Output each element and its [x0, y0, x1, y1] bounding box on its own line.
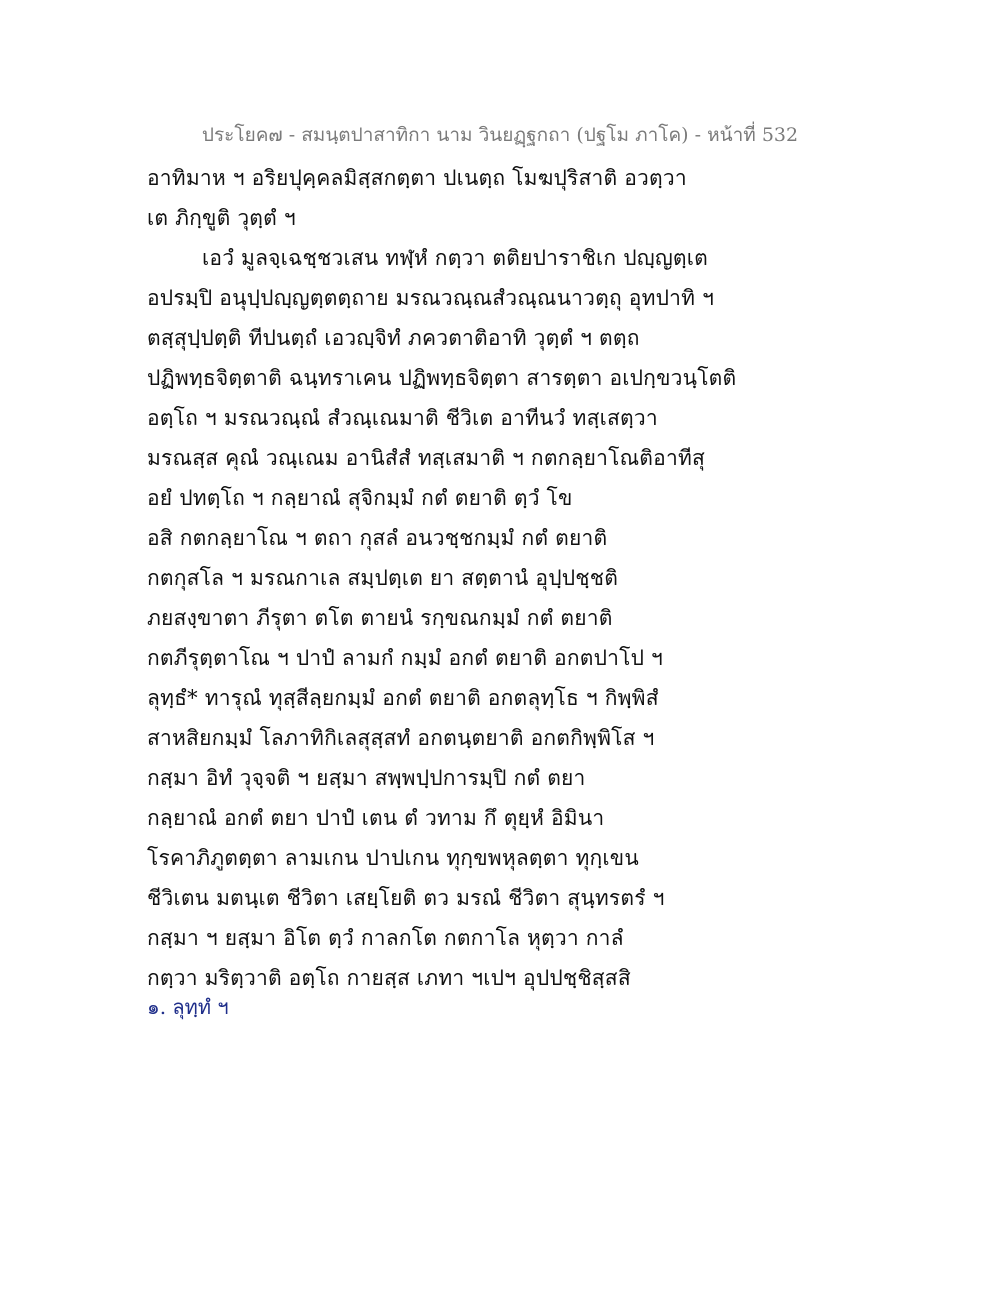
text-line: ลุทฺธํ* ทารุณํ ทุสฺสีลฺยกมฺมํ อกตํ ตยาติ อกตลุทฺโธ ฯ กิพฺพิสํ — [147, 686, 659, 710]
text-line: กสฺมา อิทํ วุจฺจติ ฯ ยสฺมา สพฺพปฺปการมฺปิ กตํ ตยา — [147, 766, 586, 790]
text-line: อตฺโถ ฯ มรณวณฺณํ สํวณฺเณมาติ ชีวิเต อาทีนวํ ทสฺเสตฺวา — [147, 406, 658, 430]
text-line: โรคาภิภูตตฺตา ลามเกน ปาปเกน ทุกฺขพหุลตฺตา ทุกฺเขน — [147, 846, 639, 870]
text-line: อสิ กตกลฺยาโณ ฯ ตถา กุสลํ อนวชฺชกมฺมํ กตํ ตยาติ — [147, 526, 608, 550]
text-line: ภยสงฺขาตา ภีรุตา ตโต ตายนํ รกฺขณกมฺมํ กตํ ตยาติ — [147, 606, 613, 630]
footnote: ๑. ลุทฺทํ ฯ — [147, 995, 229, 1019]
text-line: กตฺวา มริตฺวาติ อตฺโถ กายสฺส เภทา ฯเปฯ อุปปชฺชิสฺสสิ — [147, 966, 631, 990]
text-line: ปฏิพทฺธจิตฺตาติ ฉนฺทราเคน ปฏิพทฺธจิตฺตา สารตฺตา อเปกฺขวนฺโตติ — [147, 366, 737, 390]
text-line: เต ภิกฺขูติ วุตฺตํ ฯ — [147, 206, 296, 230]
text-line: กตกุสโล ฯ มรณกาเล สมฺปตฺเต ยา สตฺตานํ อุปฺปชฺชติ — [147, 566, 619, 590]
running-header: ประโยค๗ - สมนฺตปาสาทิกา นาม วินยฏฺฐกถา (ปฐโม ภาโค) - หน้าที่ 532 — [201, 124, 799, 146]
body-text — [147, 158, 737, 998]
text-line: กตภีรุตฺตาโณ ฯ ปาปํ ลามกํ กมฺมํ อกตํ ตยาติ อกตปาโป ฯ — [147, 646, 663, 670]
text-line: อาทิมาห ฯ อริยปุคฺคลมิสฺสกตฺตา ปเนตฺถ โมฆปุริสาติ อวตฺวา — [147, 166, 687, 190]
text-line: มรณสฺส คุณํ วณฺเณม อานิสํสํ ทสฺเสมาติ ฯ กตกลฺยาโณติอาทีสุ — [147, 446, 706, 470]
text-line: กสฺมา ฯ ยสฺมา อิโต ตฺวํ กาลกโต กตกาโล หุตฺวา กาลํ — [147, 926, 624, 950]
text-line: สาหสิยกมฺมํ โลภาทิกิเลสุสฺสทํ อกตนฺตยาติ อกตกิพฺพิโส ฯ — [147, 726, 655, 750]
text-line: อยํ ปทตฺโถ ฯ กลฺยาณํ สุจิกมฺมํ กตํ ตยาติ ตฺวํ โข — [147, 486, 573, 510]
paragraph-first-line: เอวํ มูลจฺเฉชฺชวเสน ทฬฺหํ กตฺวา ตติยปาราชิเก ปญฺญตฺเต — [202, 246, 708, 270]
text-line: อปรมฺปิ อนุปฺปญฺญตฺตตฺถาย มรณวณฺณสํวณฺณนาวตฺถุ อุทปาทิ ฯ — [147, 286, 715, 310]
text-line: ตสฺสุปฺปตฺติ ทีปนตฺถํ เอวญฺจิทํ ภควตาติอาทิ วุตฺตํ ฯ ตตฺถ — [147, 326, 640, 350]
text-line: ชีวิเตน มตนฺเต ชีวิตา เสยฺโยติ ตว มรณํ ชีวิตา สุนฺทรตรํ ฯ — [147, 886, 665, 910]
text-line: กลฺยาณํ อกตํ ตยา ปาปํ เตน ตํ วทาม กึ ตุยฺหํ อิมินา — [147, 806, 605, 830]
